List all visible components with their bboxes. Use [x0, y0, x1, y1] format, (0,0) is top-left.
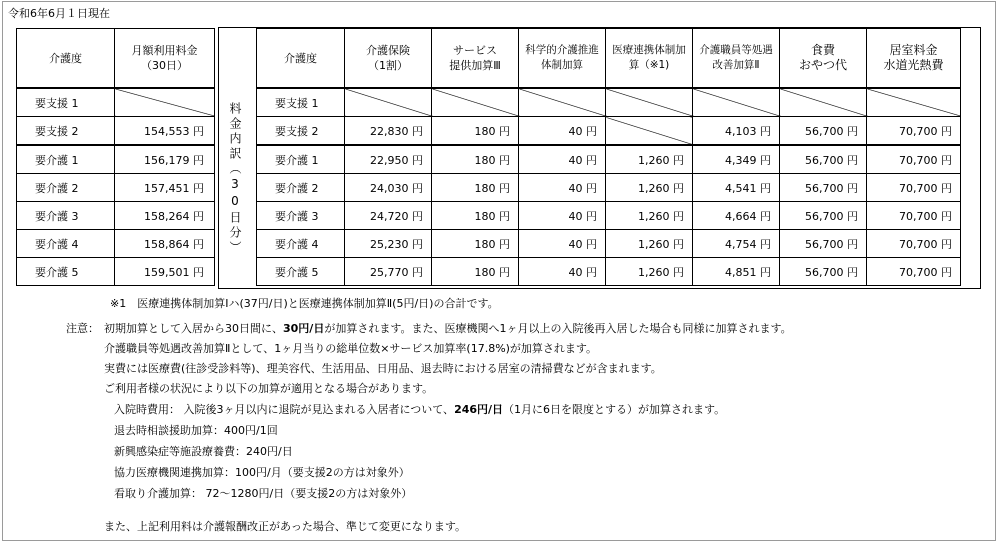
note-text: （1月に6日を限度とする）が加算されます。 [503, 403, 726, 416]
staff-cell: 4,103 円 [693, 117, 780, 146]
scientific-cell: 40 円 [519, 258, 606, 286]
insurance-cell: 22,830 円 [345, 117, 432, 146]
empty-diagonal-cell [780, 88, 867, 117]
scientific-cell: 40 円 [519, 145, 606, 174]
header-insurance: 介護保険 （1割） [345, 29, 432, 89]
insurance-cell: 25,230 円 [345, 230, 432, 258]
level-cell: 要介護 3 [257, 202, 345, 230]
amount-cell: 154,553 円 [115, 117, 215, 146]
medical-cell: 1,260 円 [606, 174, 693, 202]
monthly-fee-table [16, 28, 215, 286]
note-text: が加算されます。また、医療機関へ1ヶ月以上の入院後再入居した場合も同様に加算されます。 [324, 322, 792, 335]
level-cell: 要介護 1 [257, 145, 345, 174]
medical-cell: 1,260 円 [606, 202, 693, 230]
header-staff-improvement: 介護職員等処遇 改善加算Ⅱ [693, 29, 780, 89]
food-cell: 56,700 円 [780, 174, 867, 202]
level-cell: 要支援 2 [257, 117, 345, 146]
food-cell: 56,700 円 [780, 145, 867, 174]
level-cell: 要介護 5 [17, 258, 115, 286]
level-cell: 要支援 1 [257, 88, 345, 117]
empty-diagonal-cell [606, 88, 693, 117]
service-cell: 180 円 [432, 202, 519, 230]
empty-diagonal-cell [693, 88, 780, 117]
header-service-addition: サービス 提供加算Ⅲ [432, 29, 519, 89]
level-cell: 要介護 1 [17, 145, 115, 174]
insurance-cell: 25,770 円 [345, 258, 432, 286]
medical-cell: 1,260 円 [606, 145, 693, 174]
note-line-2: 介護職員等処遇改善加算Ⅱとして、1ヶ月当りの総単位数×サービス加算率(17.8%)が加算されます。 [104, 342, 598, 355]
service-cell: 180 円 [432, 230, 519, 258]
header-room: 居室料金 水道光熱費 [867, 29, 961, 89]
service-cell: 180 円 [432, 258, 519, 286]
service-cell: 180 円 [432, 174, 519, 202]
amount-cell: 158,264 円 [115, 202, 215, 230]
note-text: 入院時費用： 入院後3ヶ月以内に退院が見込まれる入居者について、 [114, 403, 455, 416]
room-cell: 70,700 円 [867, 202, 961, 230]
footnote: ※1 医療連携体制加算Ⅰハ(37円/日)と医療連携体制加算Ⅱ(5円/日)の合計です。 [110, 297, 499, 310]
fee-breakdown-table [256, 28, 961, 286]
staff-cell: 4,541 円 [693, 174, 780, 202]
empty-diagonal-cell [519, 88, 606, 117]
header-medical-cooperation: 医療連携体制加 算（※1) [606, 29, 693, 89]
note-line-7: 新興感染症等施設療養費：240円/日 [114, 445, 293, 458]
amount-cell: 157,451 円 [115, 174, 215, 202]
staff-cell: 4,664 円 [693, 202, 780, 230]
insurance-cell: 22,950 円 [345, 145, 432, 174]
level-cell: 要介護 5 [257, 258, 345, 286]
note-bold: 30円/日 [283, 322, 325, 335]
header-scientific-care: 科学的介護推進 体制加算 [519, 29, 606, 89]
date-label: 令和6年6月１日現在 [8, 7, 110, 20]
note-text: 初期加算として入居から30日間に、 [104, 322, 283, 335]
note-line-10: また、上記利用料は介護報酬改正があった場合、準じて変更になります。 [104, 520, 467, 533]
medical-cell: 1,260 円 [606, 258, 693, 286]
scientific-cell: 40 円 [519, 174, 606, 202]
food-cell: 56,700 円 [780, 230, 867, 258]
scientific-cell: 40 円 [519, 202, 606, 230]
service-cell: 180 円 [432, 145, 519, 174]
amount-cell: 158,864 円 [115, 230, 215, 258]
room-cell: 70,700 円 [867, 117, 961, 146]
header-food: 食費 おやつ代 [780, 29, 867, 89]
note-bold: 246円/日 [454, 403, 504, 416]
room-cell: 70,700 円 [867, 230, 961, 258]
note-line-8: 協力医療機関連携加算：100円/月（要支援2の方は対象外） [114, 466, 410, 479]
empty-diagonal-cell [115, 88, 215, 117]
insurance-cell: 24,720 円 [345, 202, 432, 230]
scientific-cell: 40 円 [519, 230, 606, 258]
room-cell: 70,700 円 [867, 145, 961, 174]
amount-cell: 159,501 円 [115, 258, 215, 286]
note-line-1 [104, 320, 792, 336]
empty-diagonal-cell [432, 88, 519, 117]
staff-cell: 4,349 円 [693, 145, 780, 174]
level-cell: 要介護 4 [17, 230, 115, 258]
amount-cell: 156,179 円 [115, 145, 215, 174]
level-cell: 要介護 2 [257, 174, 345, 202]
room-cell: 70,700 円 [867, 174, 961, 202]
staff-cell: 4,851 円 [693, 258, 780, 286]
header-level: 介護度 [257, 29, 345, 89]
note-line-6: 退去時相談援助加算：400円/1回 [114, 424, 278, 437]
empty-diagonal-cell [606, 117, 693, 146]
note-line-5 [114, 401, 725, 417]
empty-diagonal-cell [345, 88, 432, 117]
level-cell: 要支援 2 [17, 117, 115, 146]
level-cell: 要介護 3 [17, 202, 115, 230]
service-cell: 180 円 [432, 117, 519, 146]
note-line-9: 看取り介護加算： 72～1280円/日（要支援2の方は対象外） [114, 487, 413, 500]
caution-label: 注意： [66, 322, 99, 335]
level-cell: 要介護 4 [257, 230, 345, 258]
insurance-cell: 24,030 円 [345, 174, 432, 202]
breakdown-vertical-label: 料金内訳（30日分） [228, 101, 242, 256]
empty-diagonal-cell [867, 88, 961, 117]
note-line-4: ご利用者様の状況により以下の加算が適用となる場合があります。 [104, 382, 434, 395]
note-line-3: 実費には医療費(往診受診料等)、理美容代、生活用品、日用品、退去時における居室の清掃費などが含まれます。 [104, 362, 662, 375]
scientific-cell: 40 円 [519, 117, 606, 146]
food-cell: 56,700 円 [780, 117, 867, 146]
food-cell: 56,700 円 [780, 202, 867, 230]
room-cell: 70,700 円 [867, 258, 961, 286]
medical-cell: 1,260 円 [606, 230, 693, 258]
staff-cell: 4,754 円 [693, 230, 780, 258]
header-level: 介護度 [17, 29, 115, 89]
food-cell: 56,700 円 [780, 258, 867, 286]
header-monthly-fee: 月額利用料金 （30日） [115, 29, 215, 89]
level-cell: 要支援 1 [17, 88, 115, 117]
level-cell: 要介護 2 [17, 174, 115, 202]
